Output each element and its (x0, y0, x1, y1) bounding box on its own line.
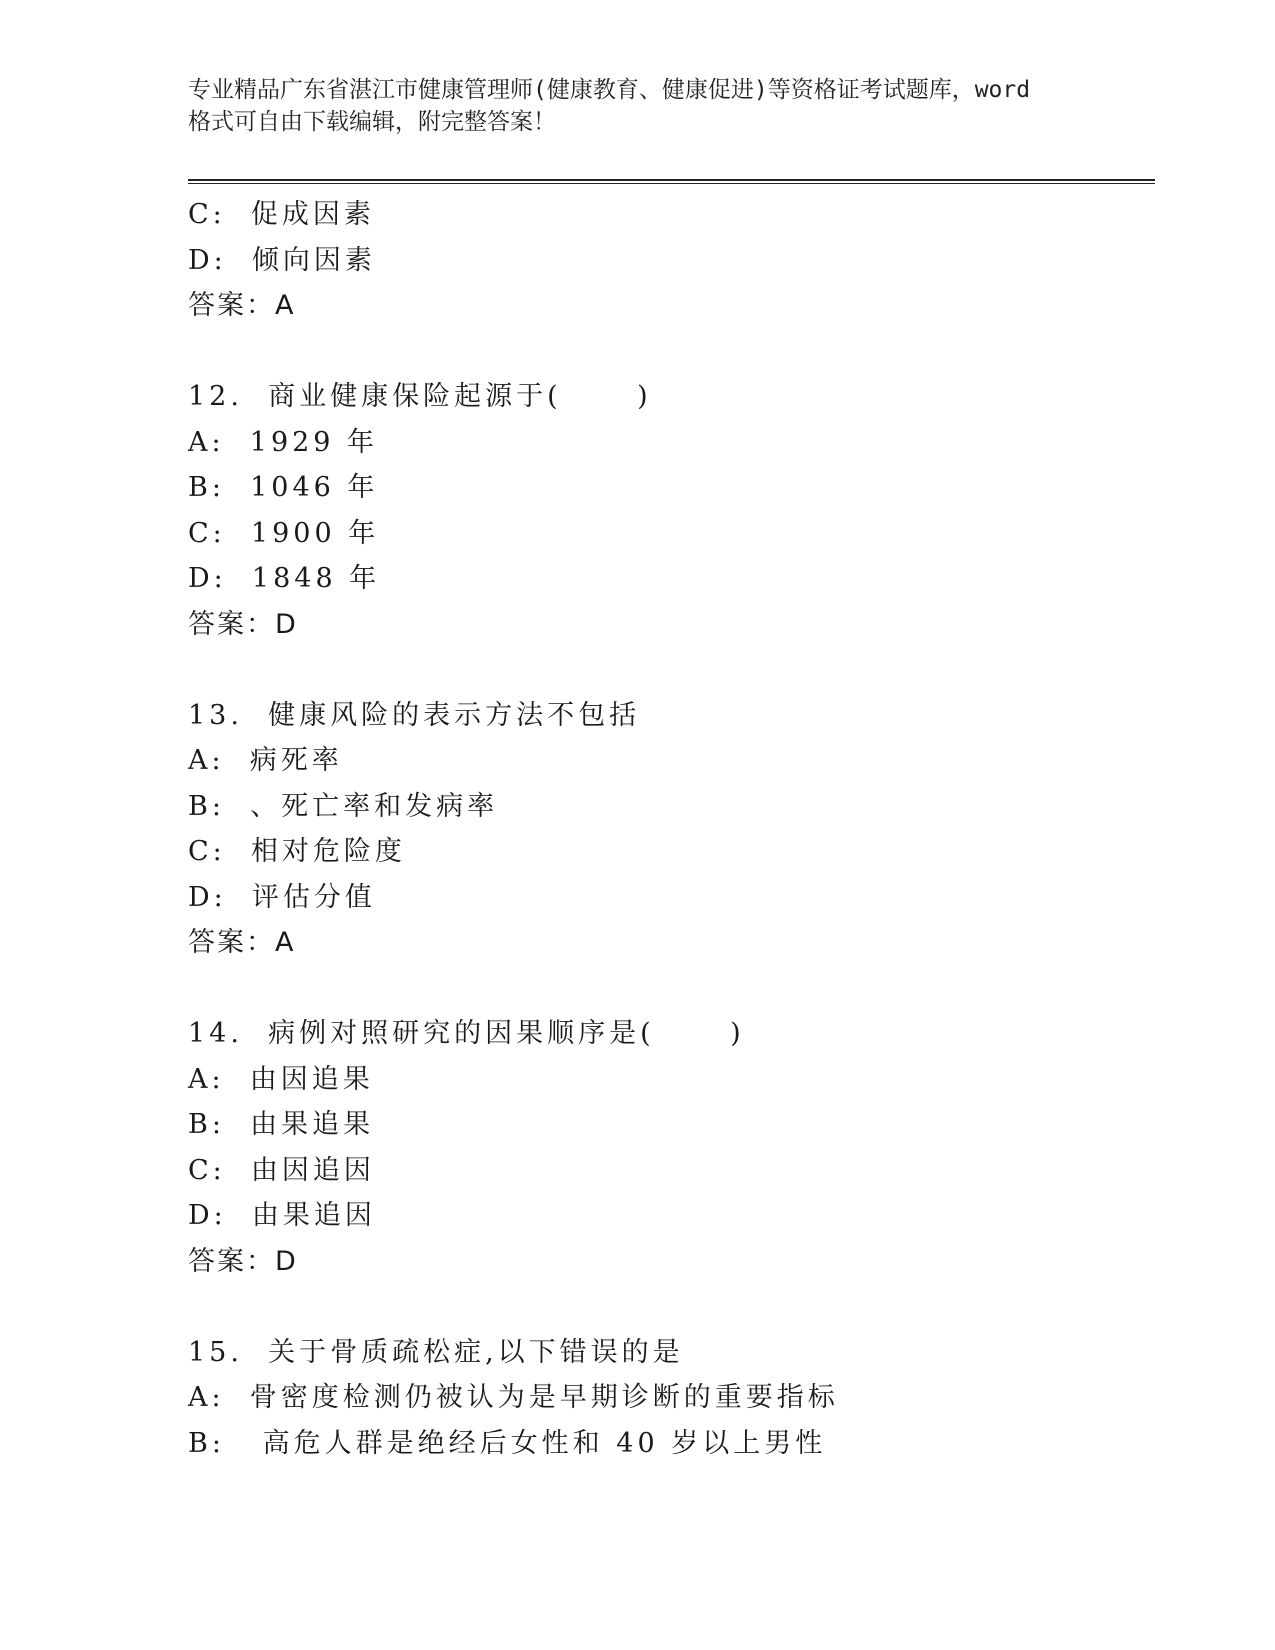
option-a: A: 骨密度检测仍被认为是早期诊断的重要指标 (188, 1382, 839, 1413)
question-14 (188, 1011, 1155, 1284)
option-d: D: 倾向因素 (188, 244, 376, 276)
header-line-1: 专业精品广东省湛江市健康管理师(健康教育、健康促进)等资格证考试题库，word (188, 77, 1031, 103)
answer: 答案：D (188, 608, 298, 640)
question-stem: 14. 病例对照研究的因果顺序是( ) (188, 1018, 745, 1049)
option-a: A: 病死率 (188, 745, 343, 776)
option-d: D: 评估分值 (188, 881, 376, 913)
header-divider (188, 179, 1155, 184)
document-header (188, 74, 1088, 138)
question-stem: 13. 健康风险的表示方法不包括 (188, 699, 641, 731)
spacer (188, 966, 1155, 1012)
answer: 答案：A (188, 290, 296, 321)
answer: 答案：A (188, 927, 296, 958)
option-c: C: 1900 年 (188, 517, 380, 549)
question-stem: 15. 关于骨质疏松症,以下错误的是 (188, 1336, 684, 1368)
option-a: A: 由因追果 (188, 1063, 374, 1095)
option-b: B: 、死亡率和发病率 (188, 790, 499, 822)
spacer (188, 329, 1155, 375)
option-c: C: 相对危险度 (188, 836, 406, 867)
option-d: D: 1848 年 (188, 563, 381, 594)
spacer (188, 647, 1155, 693)
option-a: A: 1929 年 (188, 426, 379, 458)
answer: 答案：D (188, 1245, 298, 1277)
header-line-2: 格式可自由下载编辑，附完整答案！ (188, 109, 556, 135)
question-list (188, 192, 1155, 1466)
option-c: C: 由因追因 (188, 1154, 375, 1186)
option-b: B: 1046 年 (188, 472, 379, 503)
option-b: B: 高危人群是绝经后女性和 40 岁以上男性 (188, 1427, 827, 1459)
question-13 (188, 693, 1155, 966)
option-d: D: 由果追因 (188, 1200, 376, 1231)
option-c: C: 促成因素 (188, 199, 375, 230)
question-stem: 12. 商业健康保险起源于( ) (188, 381, 652, 412)
question-12 (188, 374, 1155, 647)
spacer (188, 1284, 1155, 1330)
question-15 (188, 1330, 1155, 1467)
option-b: B: 由果追果 (188, 1109, 375, 1140)
